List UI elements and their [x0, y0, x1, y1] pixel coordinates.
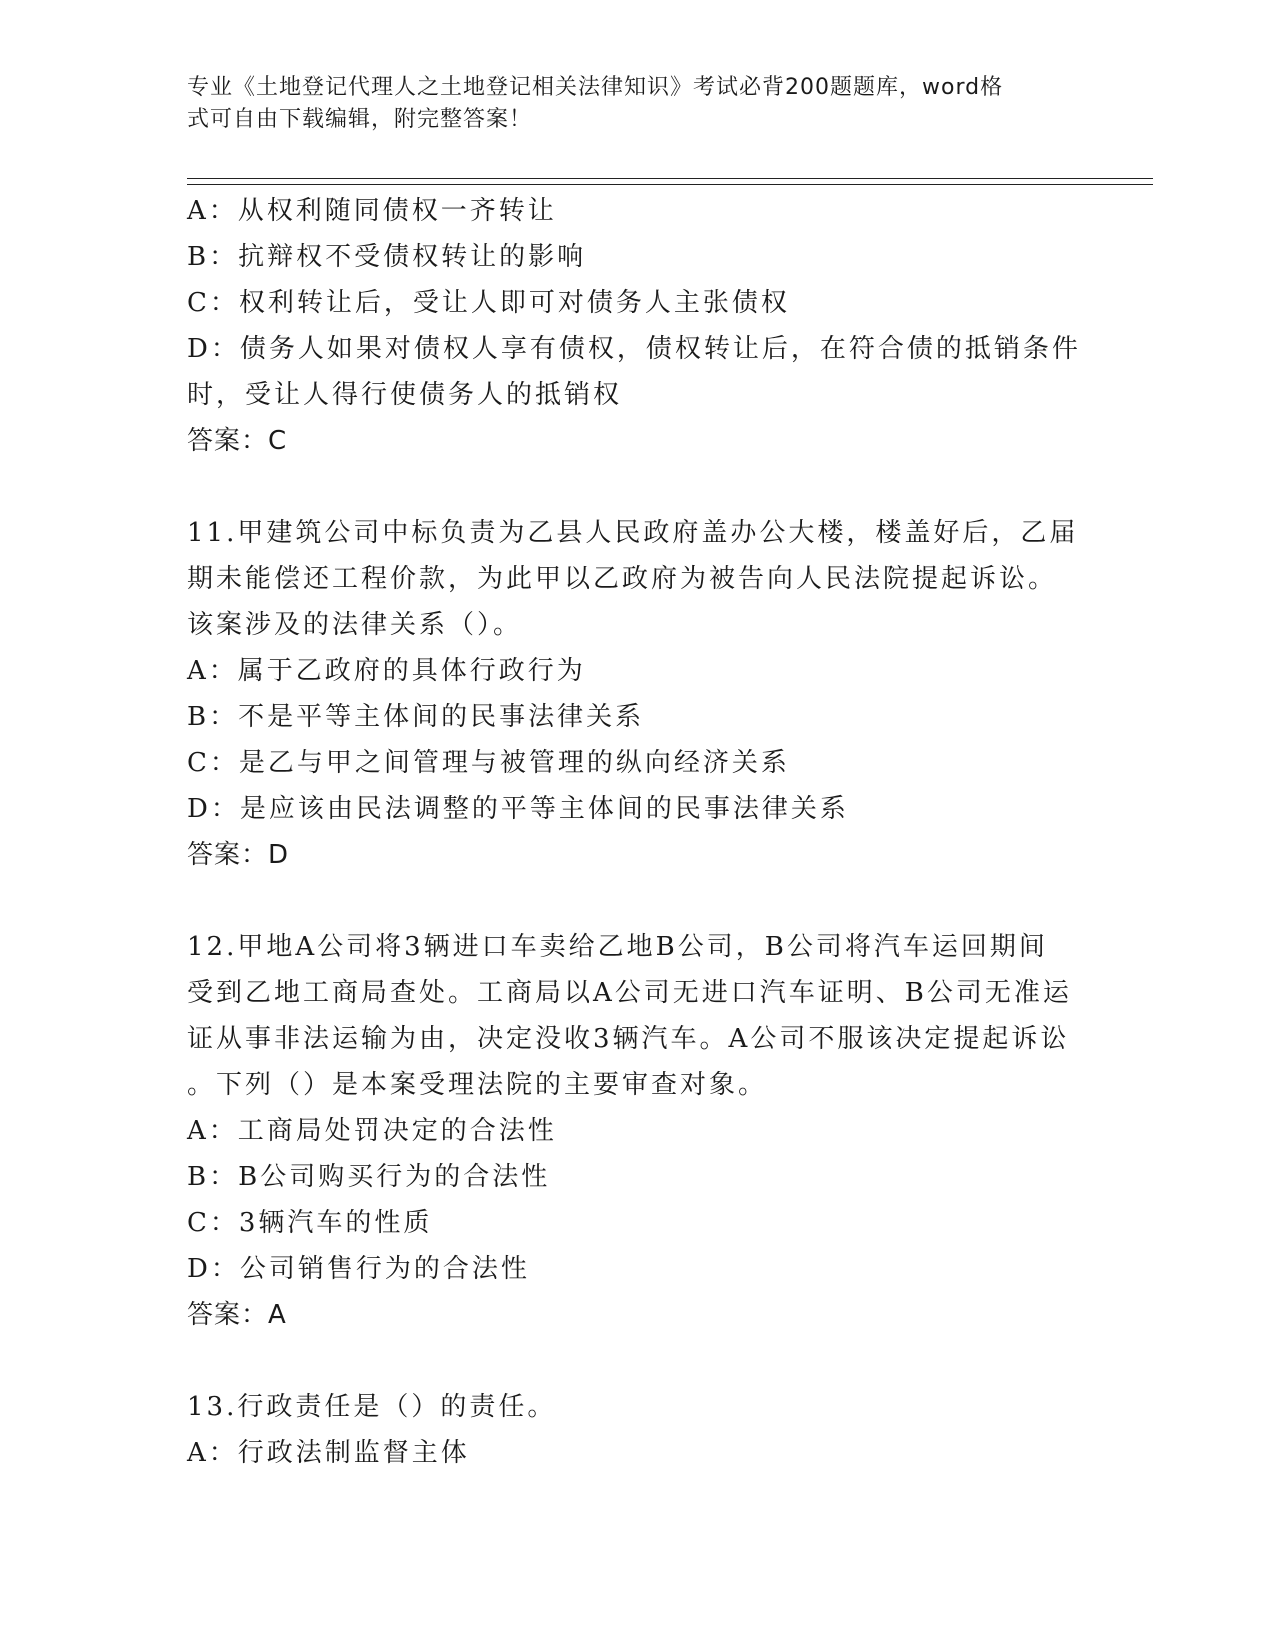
document-header — [187, 72, 1087, 136]
option-line: C：3辆汽车的性质 — [187, 1208, 433, 1238]
option-line: D：债务人如果对债权人享有债权，债权转让后，在符合债的抵销条件 — [187, 334, 1081, 364]
option-line: A：属于乙政府的具体行政行为 — [187, 656, 586, 686]
question-text-line: 12.甲地A公司将3辆进口车卖给乙地B公司，B公司将汽车运回期间 — [187, 932, 1048, 962]
question-text-line: 证从事非法运输为由，决定没收3辆汽车。A公司不服该决定提起诉讼 — [187, 1024, 1070, 1054]
option-line: A：行政法制监督主体 — [187, 1438, 470, 1468]
question-text-line: 11.甲建筑公司中标负责为乙县人民政府盖办公大楼，楼盖好后，乙届 — [187, 518, 1079, 548]
answer-line: 答案：D — [187, 840, 290, 870]
question-text-line: 该案涉及的法律关系（）。 — [187, 610, 523, 640]
option-line: A：从权利随同债权一齐转让 — [187, 196, 557, 226]
option-line: B：B公司购买行为的合法性 — [187, 1162, 551, 1192]
option-line: C：是乙与甲之间管理与被管理的纵向经济关系 — [187, 748, 790, 778]
question-block-11 — [187, 510, 1087, 878]
option-line: B：不是平等主体间的民事法律关系 — [187, 702, 645, 732]
question-text-line: 13.行政责任是（）的责任。 — [187, 1392, 557, 1422]
option-line: D：是应该由民法调整的平等主体间的民事法律关系 — [187, 794, 849, 824]
header-divider — [187, 184, 1153, 185]
answer-line: 答案：A — [187, 1300, 287, 1330]
header-line: 专业《土地登记代理人之土地登记相关法律知识》考试必背200题题库，word格 — [187, 75, 1004, 100]
question-text-line: 期未能偿还工程价款，为此甲以乙政府为被告向人民法院提起诉讼。 — [187, 564, 1058, 594]
option-line: 时，受让人得行使债务人的抵销权 — [187, 380, 623, 410]
question-content — [187, 188, 1087, 1476]
header-divider — [187, 178, 1153, 179]
answer-line: 答案：C — [187, 426, 288, 456]
question-block-13 — [187, 1384, 1087, 1476]
option-line: C：权利转让后，受让人即可对债务人主张债权 — [187, 288, 790, 318]
option-line: D：公司销售行为的合法性 — [187, 1254, 530, 1284]
option-line: B：抗辩权不受债权转让的影响 — [187, 242, 587, 272]
question-block-10 — [187, 188, 1087, 464]
header-line: 式可自由下载编辑，附完整答案！ — [187, 107, 533, 132]
question-text-line: 受到乙地工商局查处。工商局以A公司无进口汽车证明、B公司无准运 — [187, 978, 1072, 1008]
question-block-12 — [187, 924, 1087, 1338]
option-line: A：工商局处罚决定的合法性 — [187, 1116, 557, 1146]
question-text-line: 。下列（）是本案受理法院的主要审查对象。 — [187, 1070, 768, 1100]
